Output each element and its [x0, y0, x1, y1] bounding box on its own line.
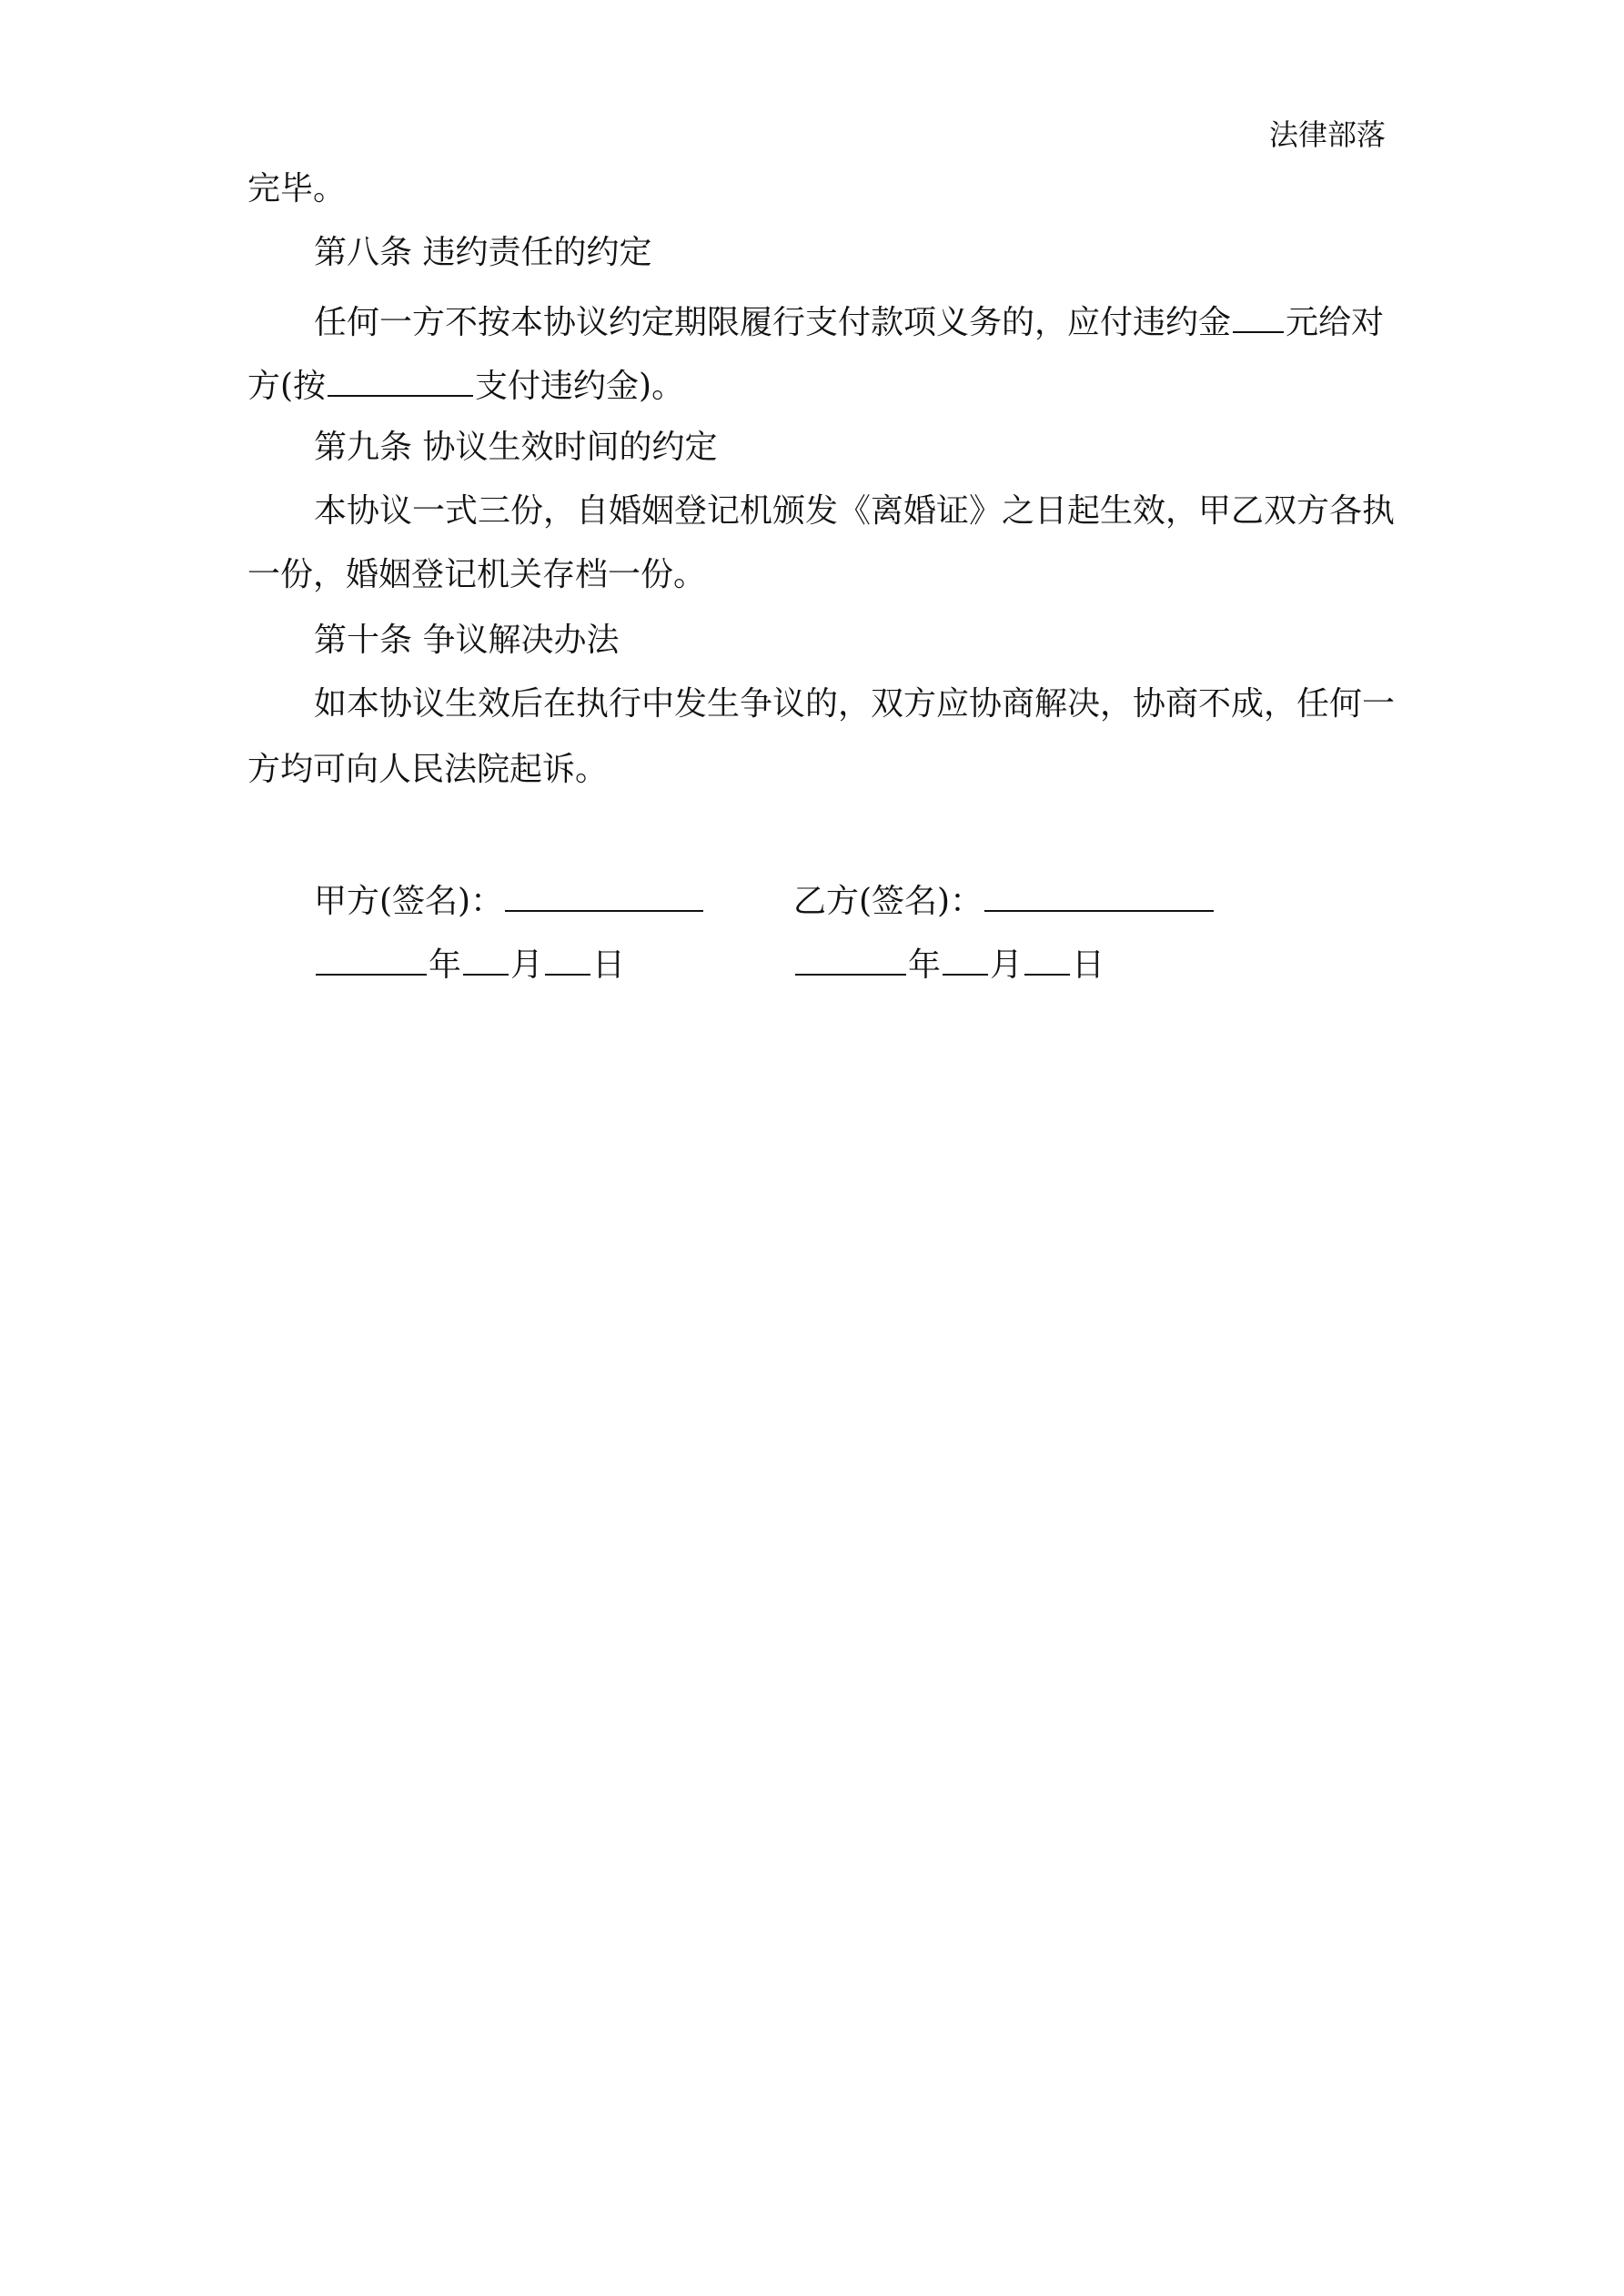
article-10-body-line-1: 如本协议生效后在执行中发生争议的，双方应协商解决，协商不成，任何一 — [314, 685, 1396, 723]
month-label: 月 — [990, 946, 1024, 984]
party-b-day-blank — [1024, 943, 1070, 976]
header-brand: 法律部落 — [1269, 117, 1387, 152]
party-b-month-blank — [943, 943, 988, 976]
article-8-title: 第八条 违约责任的约定 — [314, 234, 652, 271]
paragraph-continuation: 完毕。 — [247, 170, 347, 207]
article-8-text-a: 任何一方不按本协议约定期限履行支付款项义务的，应付违约金 — [314, 304, 1232, 341]
party-a-day-blank — [545, 943, 590, 976]
article-9-title: 第九条 协议生效时间的约定 — [314, 429, 718, 466]
party-a-date — [314, 943, 625, 984]
party-a-month-blank — [463, 943, 509, 976]
article-9-body-line-2: 一份，婚姻登记机关存档一份。 — [247, 556, 707, 593]
year-label: 年 — [908, 946, 942, 984]
month-label: 月 — [510, 946, 544, 984]
article-8-body-line-1 — [314, 300, 1384, 341]
year-label: 年 — [429, 946, 462, 984]
penalty-basis-blank — [328, 364, 473, 397]
party-b-year-blank — [795, 943, 906, 976]
day-label: 日 — [1072, 946, 1105, 984]
party-a-signature — [314, 879, 705, 920]
party-b-label: 乙方(签名)： — [793, 883, 983, 920]
party-a-signature-blank — [505, 879, 703, 912]
article-10-body-line-2: 方均可向人民法院起诉。 — [247, 751, 609, 788]
article-8-text-d: 支付违约金)。 — [475, 368, 685, 405]
article-8-body-line-2 — [247, 364, 684, 405]
article-10-title: 第十条 争议解决办法 — [314, 622, 620, 659]
party-b-date — [793, 943, 1105, 984]
party-b-signature — [793, 879, 1215, 920]
party-a-label: 甲方(签名)： — [314, 883, 504, 920]
party-a-year-blank — [316, 943, 427, 976]
article-8-text-b: 元给对 — [1286, 304, 1385, 341]
penalty-amount-blank — [1233, 300, 1284, 333]
day-label: 日 — [592, 946, 626, 984]
party-b-signature-blank — [984, 879, 1214, 912]
article-9-body-line-1: 本协议一式三份，自婚姻登记机颁发《离婚证》之日起生效，甲乙双方各执 — [314, 492, 1396, 530]
article-8-text-c: 方(按 — [247, 368, 327, 405]
